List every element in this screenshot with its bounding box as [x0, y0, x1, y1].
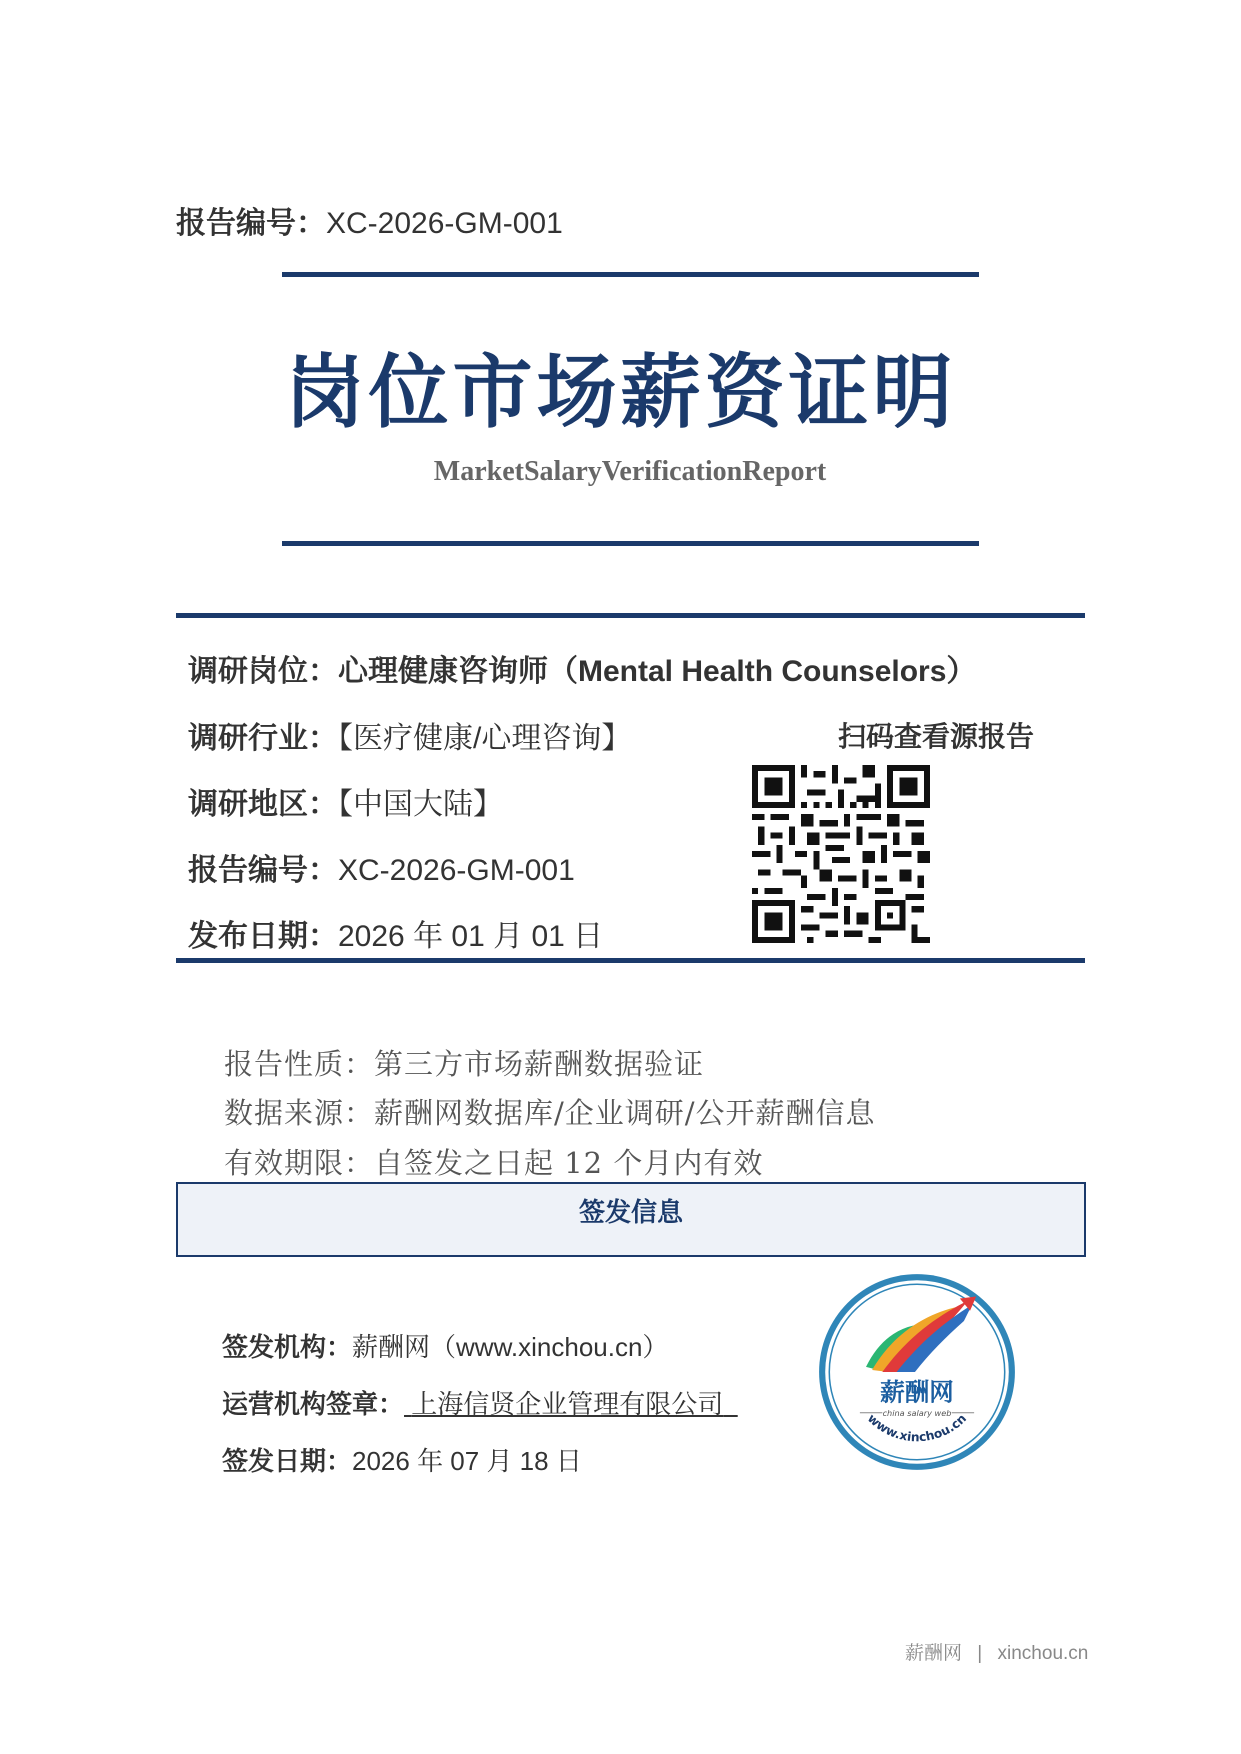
note-data-source [224, 1091, 876, 1132]
survey-number-value: XC-2026-GM-001 [338, 854, 575, 887]
signing-org-label: 签发机构： [222, 1332, 353, 1362]
title-bottom-rule [282, 541, 979, 546]
survey-industry-label: 调研行业： [188, 722, 338, 755]
note-report-nature-label: 报告性质： [224, 1047, 375, 1081]
signing-info-title: 签发信息 [578, 1197, 683, 1227]
signing-org-value: 薪酬网（www.xinchou.cn） [352, 1332, 669, 1362]
seal-brand: 薪酬网 [880, 1377, 954, 1407]
page-footer [905, 1638, 1088, 1665]
info-box-bottom-rule [176, 958, 1085, 963]
survey-position-row [188, 646, 976, 690]
survey-date-value: 2026 年 01 月 01 日 [338, 920, 604, 953]
header-report-number-label: 报告编号： [176, 207, 326, 240]
survey-number-label: 报告编号： [188, 854, 338, 887]
header-report-number-value: XC-2026-GM-001 [326, 207, 563, 240]
note-report-nature-value: 第三方市场薪酬数据验证 [374, 1047, 705, 1081]
footer-domain[interactable]: xinchou.cn [997, 1643, 1089, 1664]
survey-region-label: 调研地区： [188, 788, 338, 821]
seal-tagline: china salary web [882, 1407, 952, 1418]
signing-date-row [222, 1441, 582, 1478]
survey-industry-value: 【医疗健康/心理咨询】 [338, 722, 632, 755]
note-data-source-value: 薪酬网数据库/企业调研/公开薪酬信息 [374, 1096, 876, 1130]
signing-seal-value: 上海信贤企业管理有限公司 [411, 1389, 724, 1419]
signing-date-value: 2026 年 07 月 18 日 [352, 1446, 582, 1476]
page-subtitle-english: MarketSalaryVerificationReport [433, 456, 827, 487]
header-report-number [176, 198, 563, 242]
signing-org-row [222, 1327, 668, 1364]
company-seal-logo [815, 1270, 1019, 1474]
footer-brand: 薪酬网 [905, 1643, 963, 1664]
survey-number-row [188, 845, 575, 889]
title-top-rule [282, 272, 979, 277]
note-report-nature [224, 1042, 704, 1083]
scan-qr-label: 扫码查看源报告 [838, 721, 1035, 752]
footer-separator: | [977, 1643, 983, 1664]
info-box-top-rule [176, 613, 1085, 618]
signing-seal-row [222, 1384, 738, 1421]
page-title: 岗位市场薪资证明 [284, 346, 957, 439]
signing-date-label: 签发日期： [222, 1446, 353, 1476]
note-validity-value: 自签发之日起 12 个月内有效 [374, 1146, 764, 1180]
note-data-source-label: 数据来源： [224, 1096, 375, 1130]
note-validity [224, 1141, 763, 1182]
signing-seal-underline-trail [723, 1389, 737, 1419]
survey-industry-row [188, 713, 631, 757]
signing-seal-label: 运营机构签章： [222, 1389, 405, 1419]
survey-region-value: 【中国大陆】 [338, 788, 503, 821]
survey-position-label: 调研岗位： [188, 655, 338, 688]
survey-date-label: 发布日期： [188, 920, 338, 953]
survey-position-value: 心理健康咨询师（Mental Health Counselors） [338, 655, 977, 688]
note-validity-label: 有效期限： [224, 1146, 375, 1180]
survey-region-row [188, 779, 503, 823]
survey-date-row [188, 911, 603, 955]
qr-code[interactable] [752, 765, 930, 943]
seal-url: www.xinchou.cn [864, 1411, 970, 1445]
